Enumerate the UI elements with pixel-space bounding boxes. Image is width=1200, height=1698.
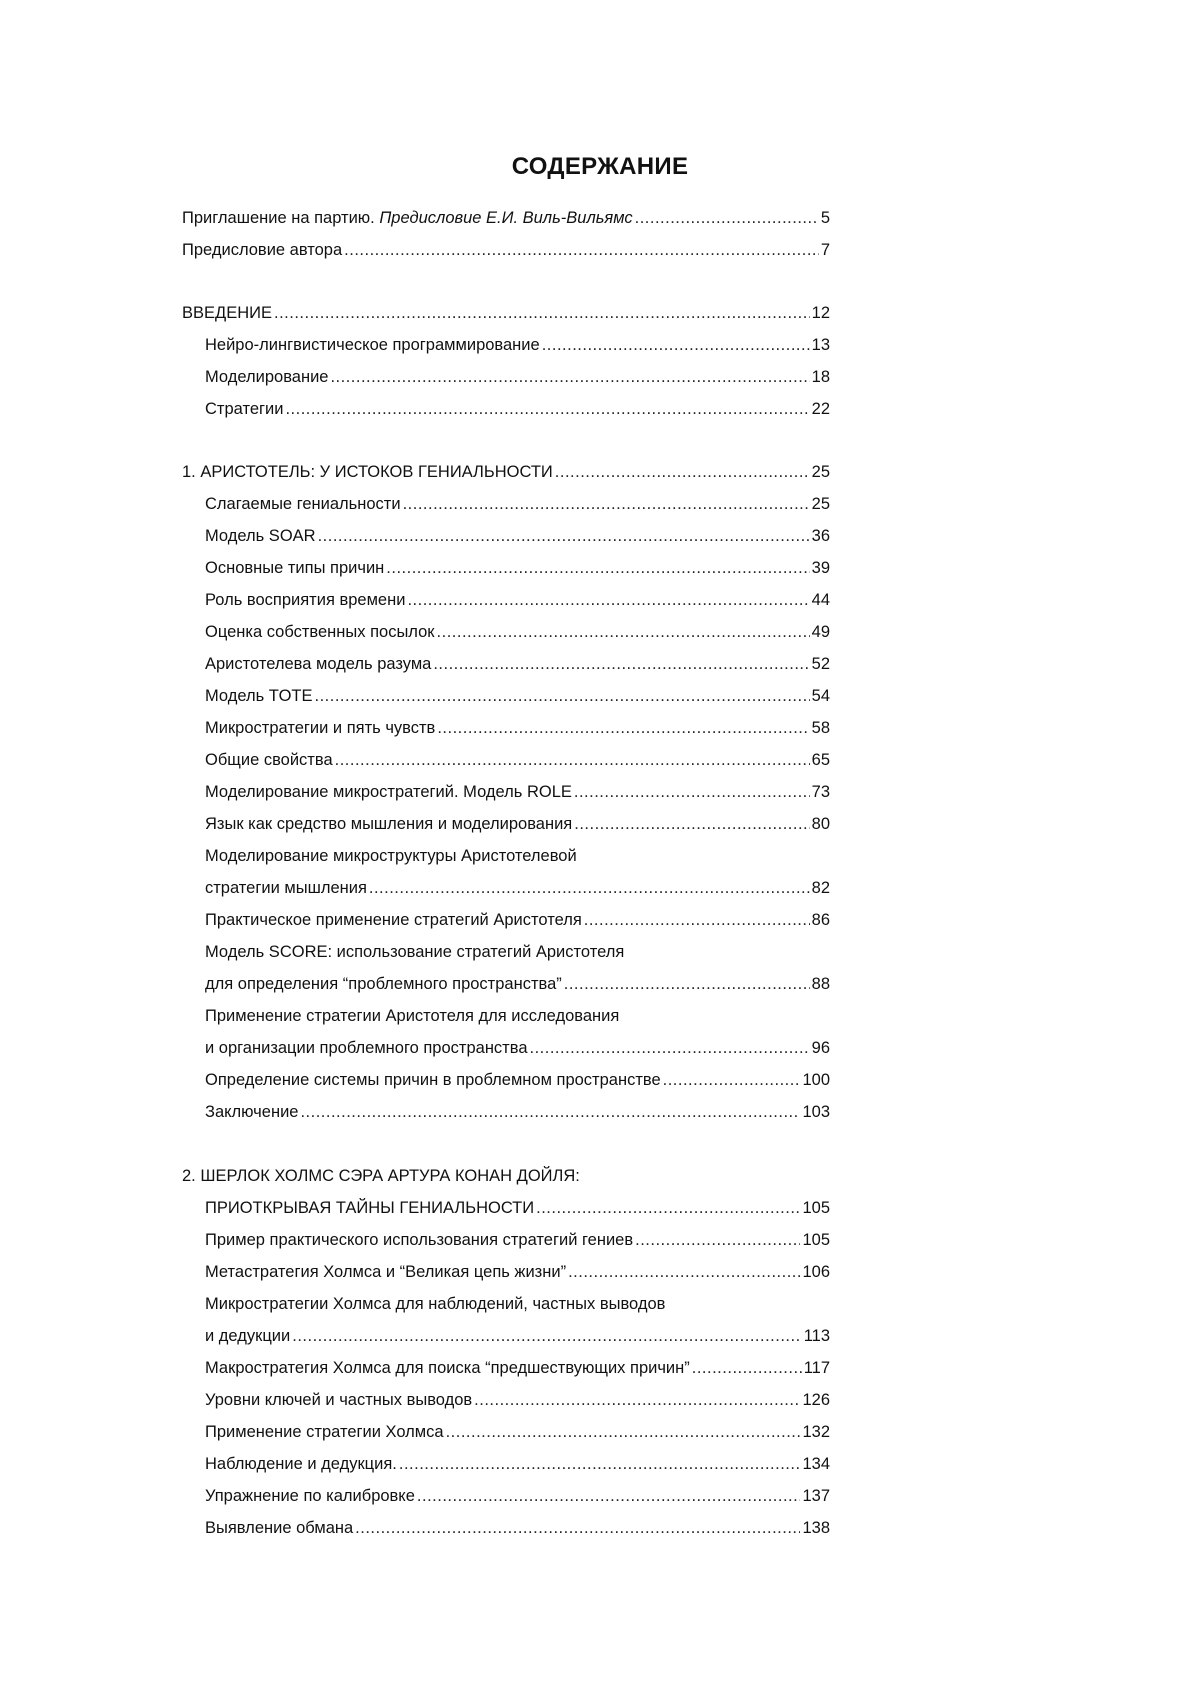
dot-leader — [555, 461, 810, 483]
toc-entry — [205, 1101, 830, 1123]
toc-entry-text: Определение системы причин в проблемном пространстве — [205, 1071, 661, 1089]
toc-entry-text: Макростратегия Холмса для поиска “предшествующих причин” — [205, 1359, 690, 1377]
toc-entry — [205, 493, 830, 515]
toc-page-number: 7 — [820, 241, 830, 259]
toc-section-entry — [182, 302, 830, 324]
toc-entry — [205, 398, 830, 420]
toc-entry — [205, 1229, 830, 1251]
dot-leader — [407, 589, 809, 611]
dot-leader — [530, 1037, 810, 1059]
dot-leader — [344, 239, 819, 261]
toc-page-number: 106 — [802, 1263, 830, 1281]
toc-entry-text: стратегии мышления — [205, 879, 367, 897]
dot-leader — [285, 398, 809, 420]
toc-entry-text: и организации проблемного пространства — [205, 1039, 528, 1057]
toc-entry-text: Моделирование — [205, 368, 329, 386]
toc-page-number: 39 — [811, 559, 830, 577]
toc-page-number: 73 — [811, 783, 830, 801]
toc-entry-first-line: Моделирование микроструктуры Аристотелевой — [205, 847, 577, 865]
toc-section-entry — [182, 461, 830, 483]
toc-page-number: 13 — [811, 336, 830, 354]
toc-page-number: 96 — [811, 1039, 830, 1057]
dot-leader — [433, 653, 809, 675]
toc-entry — [205, 366, 830, 388]
toc-page-number: 22 — [811, 400, 830, 418]
dot-leader — [574, 813, 809, 835]
dot-leader — [568, 1261, 800, 1283]
dot-leader — [692, 1357, 802, 1379]
toc-page-number: 36 — [811, 527, 830, 545]
toc-page-number: 82 — [811, 879, 830, 897]
toc-entry-text: ПРИОТКРЫВАЯ ТАЙНЫ ГЕНИАЛЬНОСТИ — [205, 1199, 535, 1217]
toc-page-number: 138 — [802, 1519, 830, 1537]
toc-entry-text: Общие свойства — [205, 751, 333, 769]
toc-entry-text: Слагаемые гениальности — [205, 495, 401, 513]
dot-leader — [403, 493, 810, 515]
toc-entry-text: Роль восприятия времени — [205, 591, 406, 609]
toc-entry — [205, 589, 830, 611]
toc-entry — [205, 1325, 830, 1347]
toc-page-number: 12 — [811, 304, 830, 322]
toc-page-number: 100 — [802, 1071, 830, 1089]
dot-leader — [474, 1389, 800, 1411]
page-title: СОДЕРЖАНИЕ — [511, 153, 689, 180]
toc-entry — [205, 749, 830, 771]
dot-leader — [386, 557, 809, 579]
dot-leader — [542, 334, 810, 356]
toc-entry-text: Предисловие автора — [182, 241, 343, 259]
toc-entry-text: Нейро-лингвистическое программирование — [205, 336, 540, 354]
dot-leader — [564, 973, 810, 995]
toc-page-number: 113 — [803, 1327, 830, 1345]
toc-page-number: 80 — [811, 815, 830, 833]
dot-leader — [437, 717, 809, 739]
toc-entry-text: 1. АРИСТОТЕЛЬ: У ИСТОКОВ ГЕНИАЛЬНОСТИ — [182, 463, 553, 481]
toc-entry — [205, 621, 830, 643]
toc-entry-text: Модель TOTE — [205, 687, 313, 705]
toc-entry — [205, 813, 830, 835]
dot-leader — [399, 1453, 801, 1475]
toc-entry — [205, 1517, 830, 1539]
dot-leader — [635, 207, 819, 229]
toc-entry — [205, 781, 830, 803]
toc-page-number: 18 — [811, 368, 830, 386]
toc-entry-text: Оценка собственных посылок — [205, 623, 435, 641]
toc-entry-text: Уровни ключей и частных выводов — [205, 1391, 473, 1409]
toc-page-number: 105 — [802, 1199, 830, 1217]
toc-entry-text: Моделирование микростратегий. Модель ROLE — [205, 783, 572, 801]
dot-leader — [446, 1421, 801, 1443]
toc-page-number: 58 — [811, 719, 830, 737]
toc-page-number: 105 — [802, 1231, 830, 1249]
dot-leader — [335, 749, 810, 771]
toc-entry-text: Выявление обмана — [205, 1519, 354, 1537]
dot-leader — [663, 1069, 801, 1091]
dot-leader — [318, 525, 810, 547]
dot-leader — [574, 781, 810, 803]
dot-leader — [315, 685, 810, 707]
toc-entry-text: Микростратегии и пять чувств — [205, 719, 436, 737]
toc-section-first-line: 2. ШЕРЛОК ХОЛМС СЭРА АРТУРА КОНАН ДОЙЛЯ: — [182, 1167, 580, 1185]
toc-entry — [205, 334, 830, 356]
toc-entry — [205, 1069, 830, 1091]
toc-entry — [205, 1389, 830, 1411]
toc-page-number: 25 — [811, 495, 830, 513]
dot-leader — [536, 1197, 800, 1219]
toc-entry — [205, 909, 830, 931]
toc-page-number: 132 — [802, 1423, 830, 1441]
toc-entry-text: Аристотелева модель разума — [205, 655, 432, 673]
toc-page-number: 44 — [811, 591, 830, 609]
dot-leader — [274, 302, 810, 324]
toc-entry — [205, 685, 830, 707]
toc-entry-text: Модель SOAR — [205, 527, 316, 545]
toc-page-number: 134 — [802, 1455, 830, 1473]
toc-entry — [205, 1485, 830, 1507]
toc-entry-text: Наблюдение и дедукция. — [205, 1455, 397, 1473]
toc-entry-first-line: Микростратегии Холмса для наблюдений, частных выводов — [205, 1295, 666, 1313]
toc-page-number: 5 — [820, 209, 830, 227]
toc-entry — [205, 557, 830, 579]
toc-entry-text: Пример практического использования стратегий гениев — [205, 1231, 634, 1249]
dot-leader — [369, 877, 810, 899]
toc-page-number: 88 — [811, 975, 830, 993]
toc-entry — [205, 717, 830, 739]
toc-entry — [205, 1453, 830, 1475]
toc-page-number: 52 — [811, 655, 830, 673]
toc-entry-text: и дедукции — [205, 1327, 291, 1345]
toc-entry — [205, 1357, 830, 1379]
toc-entry-text: для определения “проблемного пространства” — [205, 975, 562, 993]
toc-entry — [205, 973, 830, 995]
toc-entry-text: Применение стратегии Холмса — [205, 1423, 444, 1441]
toc-entry-text: ВВЕДЕНИЕ — [182, 304, 272, 322]
toc-page-number: 126 — [802, 1391, 830, 1409]
toc-entry-italic-text: Предисловие Е.И. Виль-Вильямс — [379, 209, 633, 227]
toc-entry-text: Стратегии — [205, 400, 284, 418]
dot-leader — [584, 909, 810, 931]
dot-leader — [635, 1229, 800, 1251]
toc-page-number: 54 — [811, 687, 830, 705]
toc-entry — [205, 525, 830, 547]
toc-entry — [182, 207, 830, 229]
toc-entry — [205, 877, 830, 899]
toc-entry-text: Заключение — [205, 1103, 299, 1121]
toc-entry-text: Упражнение по калибровке — [205, 1487, 415, 1505]
toc-page-number: 117 — [803, 1359, 830, 1377]
toc-entry — [182, 239, 830, 261]
toc-entry — [205, 1037, 830, 1059]
toc-entry — [205, 1261, 830, 1283]
toc-page-number: 103 — [802, 1103, 830, 1121]
toc-entry-text: Приглашение на партию. Предисловие Е.И. Виль-Вильямс — [182, 209, 633, 227]
toc-entry-text: Практическое применение стратегий Аристотеля — [205, 911, 582, 929]
toc-entry-text: Основные типы причин — [205, 559, 385, 577]
toc-entry-first-line: Применение стратегии Аристотеля для исследования — [205, 1007, 620, 1025]
toc-entry-text: Метастратегия Холмса и “Великая цепь жизни” — [205, 1263, 567, 1281]
toc-entry-text: Язык как средство мышления и моделирования — [205, 815, 573, 833]
toc-entry — [205, 1421, 830, 1443]
toc-entry — [205, 653, 830, 675]
toc-page-number: 65 — [811, 751, 830, 769]
dot-leader — [417, 1485, 801, 1507]
toc-entry-first-line: Модель SCORE: использование стратегий Аристотеля — [205, 943, 625, 961]
dot-leader — [355, 1517, 800, 1539]
toc-section-entry — [205, 1197, 830, 1219]
dot-leader — [292, 1325, 801, 1347]
toc-page-number: 25 — [811, 463, 830, 481]
toc-page-number: 49 — [811, 623, 830, 641]
dot-leader — [330, 366, 809, 388]
toc-page-number: 86 — [811, 911, 830, 929]
dot-leader — [437, 621, 810, 643]
toc-page-number: 137 — [802, 1487, 830, 1505]
dot-leader — [300, 1101, 800, 1123]
